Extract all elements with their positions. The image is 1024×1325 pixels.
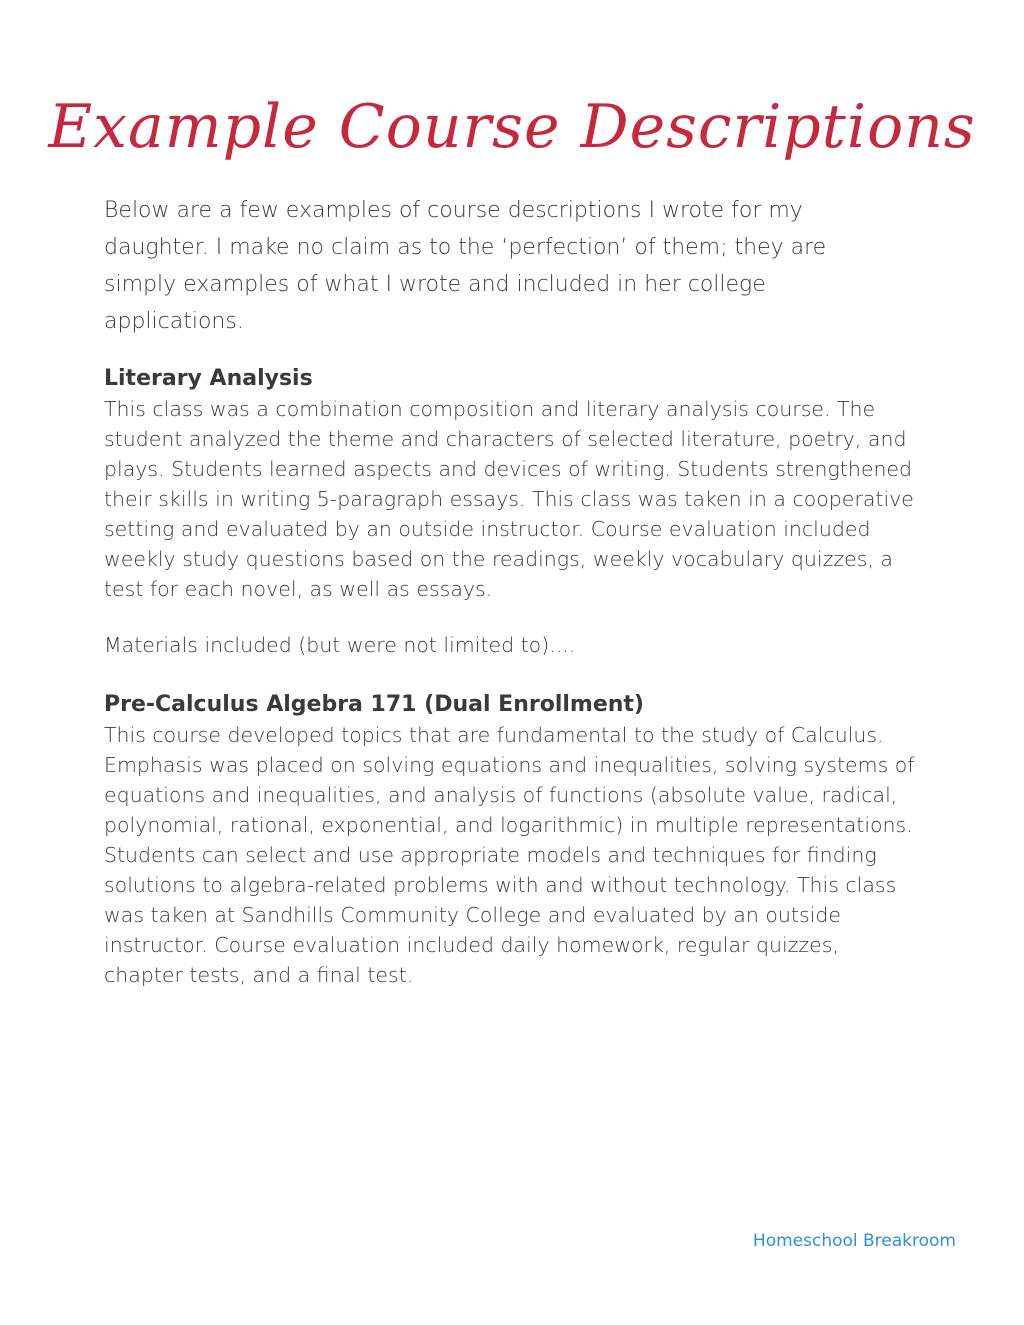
document-content (104, 192, 924, 990)
intro-paragraph: Below are a few examples of course descriptions I wrote for my daughter. I make no claim as to the ‘perfection’ of them; they are simply examples of what I wrote and included in her college applications. (104, 198, 827, 334)
materials-note: Materials included (but were not limited to).... (104, 633, 576, 657)
footer-site-link[interactable]: Homeschool Breakroom (752, 1231, 956, 1251)
section-literary-analysis (104, 364, 924, 660)
section-body: This course developed topics that are fundamental to the study of Calculus. Emphasis was placed on solving equations and inequalities, solving systems of equations and inequalities, and analysis of functions (absolute value, radical, polynomial, rational, exponential, and logarithmic) in multiple representations. Students can select and use appropriate models and techniques for finding solutions to algebra-related problems with and without technology. This class was taken at Sandhills Community College and evaluated by an outside instructor. Course evaluation included daily homework, regular quizzes, chapter tests, and a final test. (104, 723, 915, 987)
section-heading: Pre-Calculus Algebra 171 (Dual Enrollment) (104, 692, 644, 717)
section-heading: Literary Analysis (104, 366, 313, 391)
section-body: This class was a combination composition and literary analysis course. The student analyzed the theme and characters of selected literature, poetry, and plays. Students learned aspects and devices of writing. Students strengthened their skills in writing 5-paragraph essays. This class was taken in a cooperative setting and evaluated by an outside instructor. Course evaluation included weekly study questions based on the readings, weekly vocabulary quizzes, a test for each novel, as well as essays. (104, 397, 914, 601)
section-pre-calculus (104, 690, 924, 990)
page-title: Example Course Descriptions (48, 92, 976, 162)
